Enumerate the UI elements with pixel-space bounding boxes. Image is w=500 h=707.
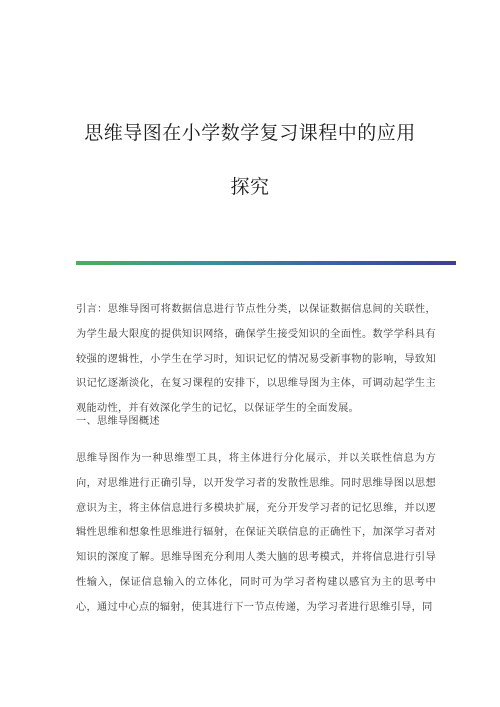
title-divider <box>76 261 456 265</box>
title-line-1: 思维导图在小学数学复习课程中的应用 <box>84 122 416 144</box>
section-paragraph: 思维导图作为一种思维型工具，将主体进行分化展示，并以关联性信息为方向，对思维进行正确引导，以开发学习者的发散性思维。同时思维导图以思想意识为主，将主体信息进行多模块扩展，充分开发学习者的记忆思维，并以逻辑性思维和想象性思维进行辐射，在保证关联信息的正确性下，加深学习者对知识的深度了解。思维导图充分利用人类大脑的思考模式，并将信息进行引导性输入，保证信息输入的立体化，同时可为学习者构建以感官为主的思考中心，通过中心点的辐射，使其进行下一节点传递，为学习者进行思维引导，同 <box>76 453 436 613</box>
intro-paragraph: 引言：思维导图可将数据信息进行节点性分类，以保证数据信息间的关联性，为学生最大限度的提供知识网络，确保学生接受知识的全面性。数学学科具有较强的逻辑性，小学生在学习时，知识记忆的情况易受新事物的影响，导致知识记忆逐渐淡化，在复习课程的安排下，以思维导图为主体，可调动起学生主观能动性，并有效深化学生的记忆，以保证学生的全面发展。 <box>76 304 436 415</box>
section-heading: 一、思维导图概述 <box>76 416 160 427</box>
title-line-2: 探究 <box>230 176 270 198</box>
